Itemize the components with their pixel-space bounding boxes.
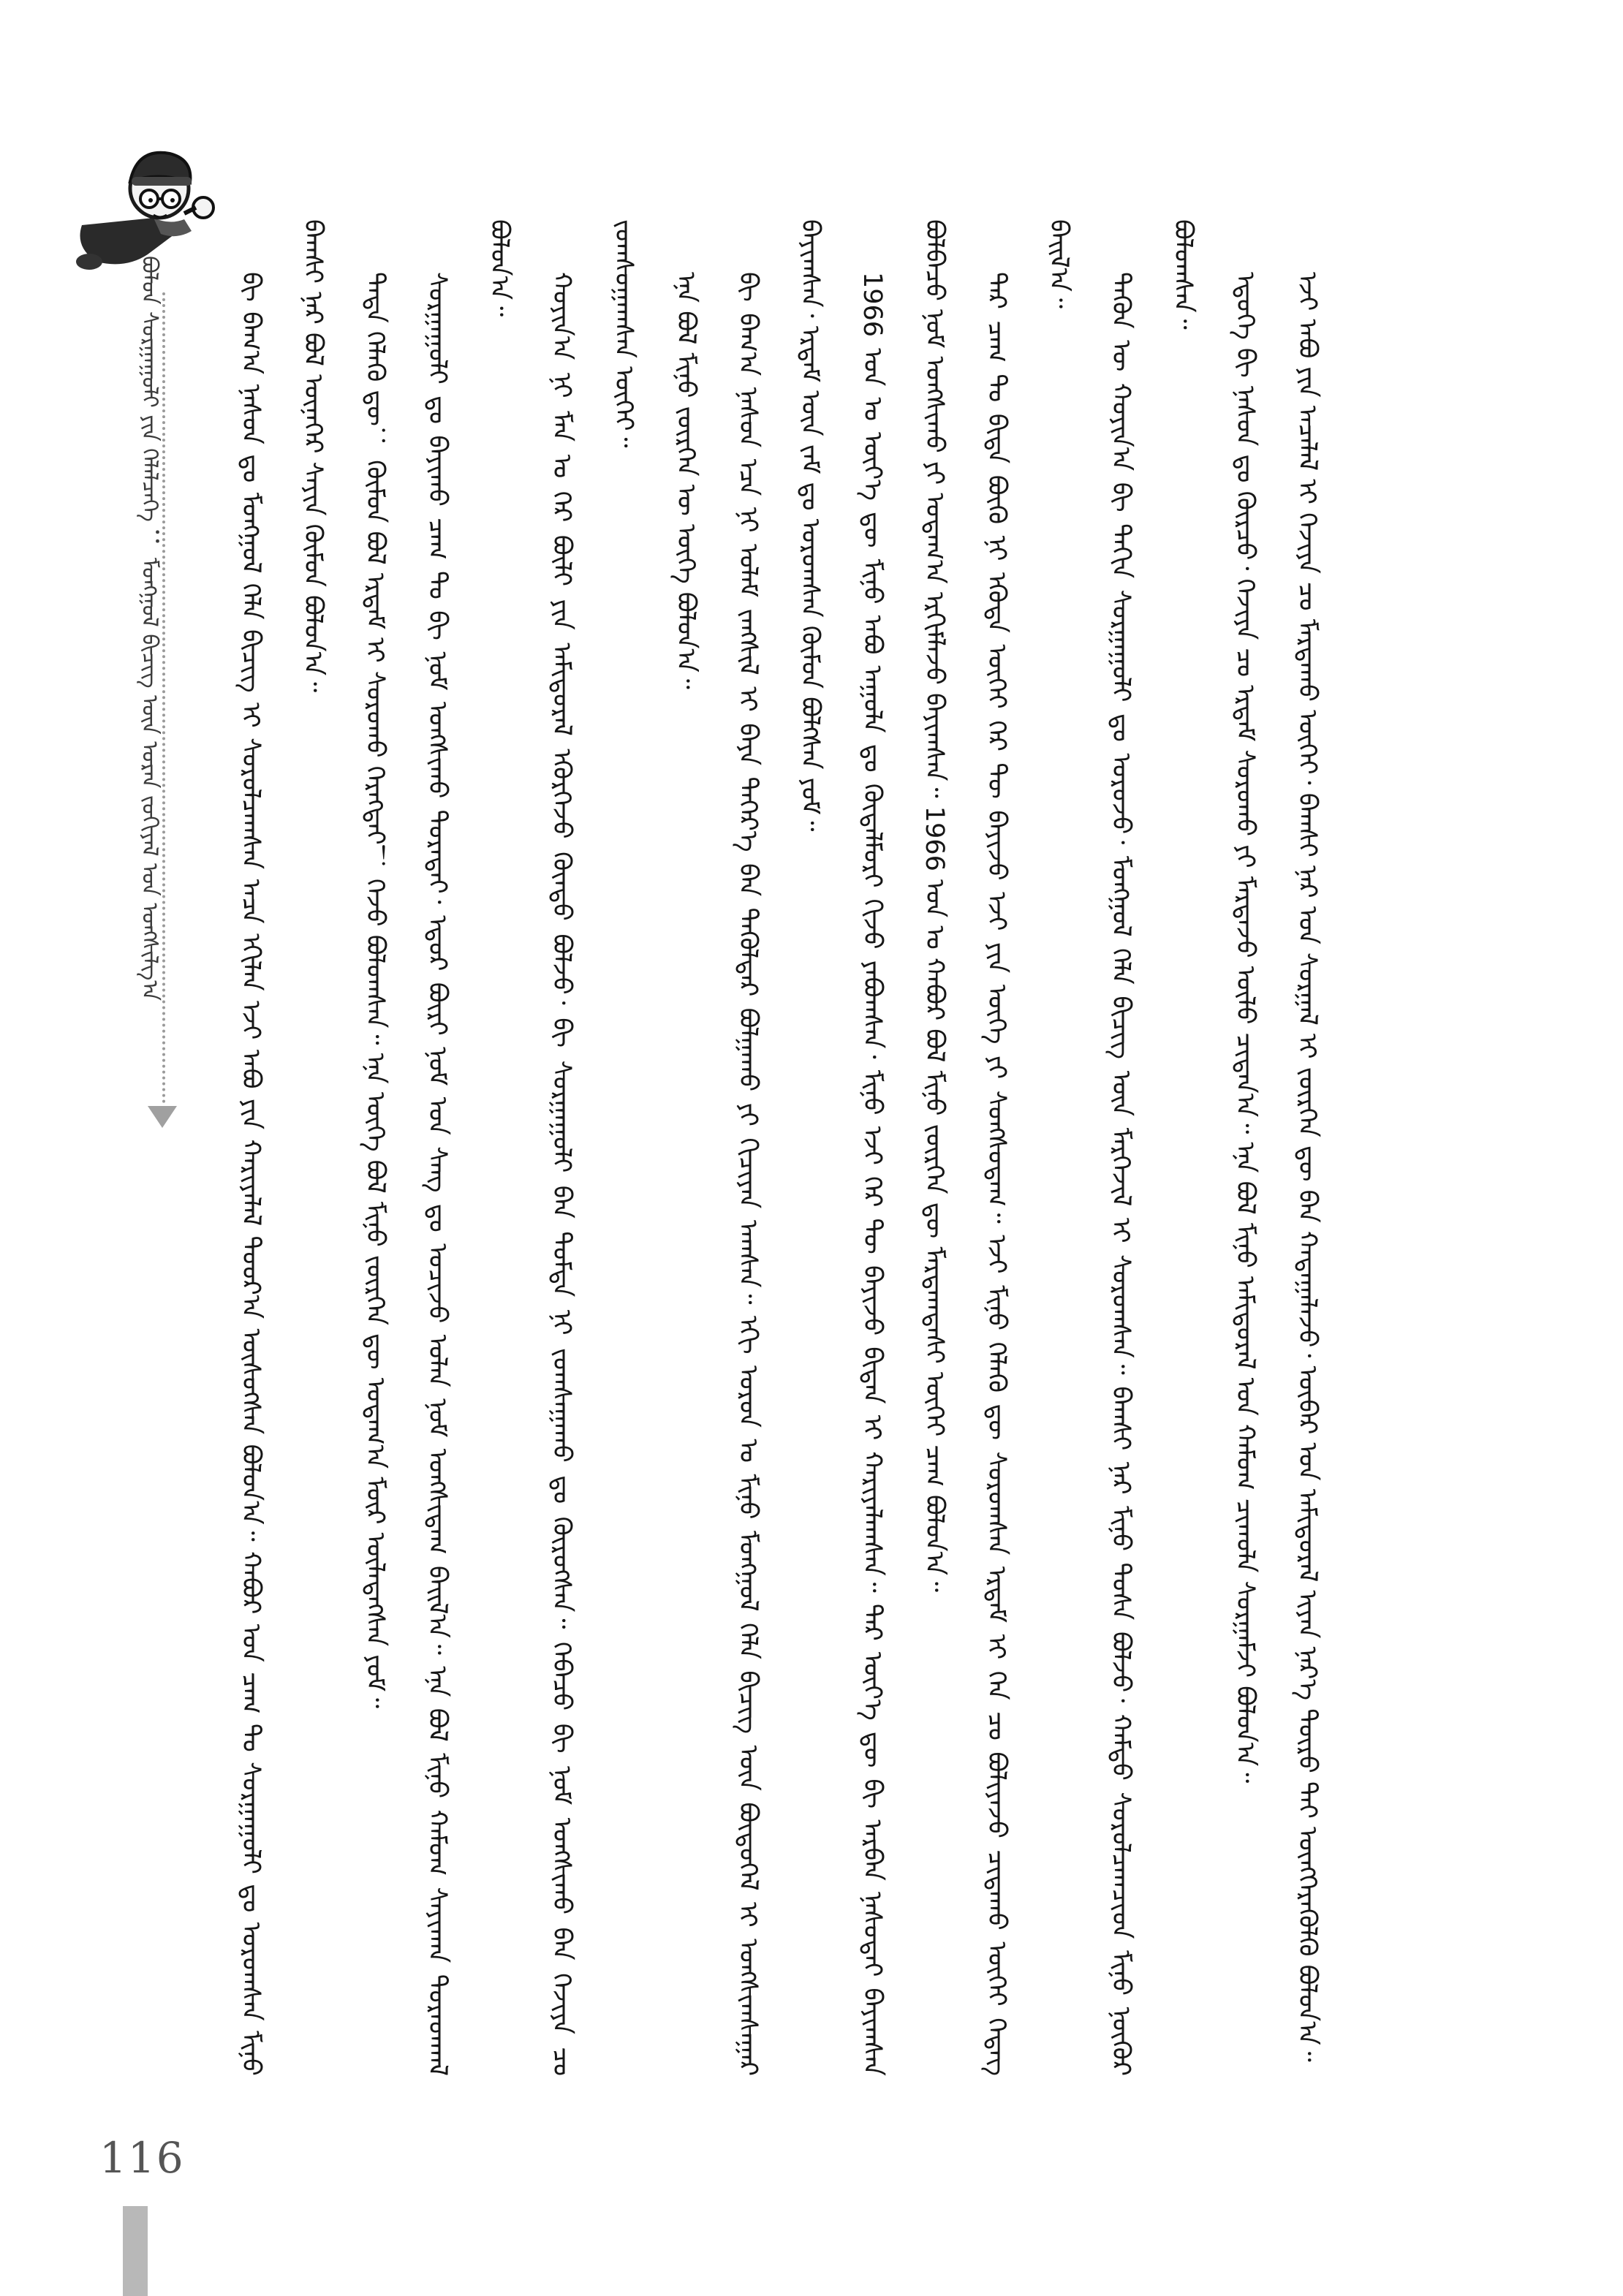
running-header-subtitle: ᠮᠣᠩᠭᠣᠯ ᠪᠢᠴᠢᠭ ᠦᠨ ᠤᠷᠠᠨ ᠵᠣᠬᠢᠶᠠᠯ ᠤᠨ ᠤᠩᠰᠢᠯᠭ᠎ᠠ <box>137 557 162 1001</box>
paragraph: ᠲᠡᠭᠦᠨ ᠦ ᠬᠣᠶᠢᠨ᠎ᠠ ᠪᠢ ᠳᠠᠬᠢᠨ ᠰᠤᠷᠭᠠᠭᠤᠯᠢ ᠳᠤ ᠣᠷᠤᠵᠤ᠂ ᠮᠣᠩᠭᠣᠯ ᠬᠡᠯᠡ ᠪᠢᠴᠢᠭ ᠦᠨ ᠮᠡᠷᠭᠡᠵᠢᠯ ᠢ ᠰᠤᠷᠤᠭᠰᠠᠨ᠃ ᠪᠠᠭᠰᠢ ᠨᠠᠷ ᠮᠢᠨᠦ ᠲᠤᠰᠠ ᠪᠣᠯᠵᠤ᠂ ᠬᠠᠮᠲᠤ ᠰᠤᠷᠤᠯᠴᠠᠭᠴᠢᠳ ᠮᠢᠨᠦ ᠨᠥᠬᠦᠷ ᠪᠣᠯᠤᠭᠰᠠᠨ᠃ <box>1106 219 1198 2076</box>
page-edge-tab <box>123 2206 148 2296</box>
paragraph: ᠬᠣᠶᠢᠨ᠎ᠠ ᠨᠢ ᠮᠠᠨ ᠤ ᠭᠡᠷ ᠪᠦᠯᠢ ᠶᠢᠨ ᠠᠮᠢᠳᠤᠷᠠᠯ ᠡᠭᠦᠷᠭᠡᠵᠦ ᠬᠦᠨᠳᠦ ᠪᠣᠯᠵᠤ᠂ ᠪᠢ ᠰᠤᠷᠭᠠᠭᠤᠯᠢ ᠪᠠᠨ ᠳᠤᠮᠳᠠ ᠨᠢ ᠵᠣᠭᠰᠠᠭᠠᠬᠤ ᠳᠤ ᠬᠦᠷᠦᠭᠰᠡᠨ᠃ ᠭᠡᠪᠡᠴᠦ ᠪᠢ ᠨᠣᠮ ᠤᠩᠰᠢᠬᠤ ᠪᠠᠨ ᠬᠡᠵᠢᠶᠡ ᠴᠤ ᠵᠣᠭᠰᠣᠭᠠᠭᠰᠠᠨ ᠦᠭᠡᠢ᠃ <box>547 219 638 2076</box>
body-text <box>219 219 1462 2076</box>
paragraph: ᠡᠵᠢ ᠠᠪᠤ ᠶᠢᠨ ᠠᠴᠠᠯᠠᠯ ᠢ ᠬᠡᠵᠢᠶᠡ ᠴᠤ ᠮᠠᠷᠲᠠᠬᠤ ᠦᠭᠡᠢ᠂ ᠪᠠᠭᠰᠢ ᠨᠠᠷ ᠤᠨ ᠰᠤᠷᠭᠠᠯ ᠢ ᠵᠦᠷᠬᠡᠨ ᠳᠦ ᠪᠡᠨ ᠬᠠᠳᠠᠭᠠᠯᠠᠵᠤ᠂ ᠥᠪᠡᠷ ᠤᠨ ᠠᠮᠢᠳᠤᠷᠠᠯ ᠢᠶᠠᠨ ᠨᠡᠷ᠎ᠡ ᠲᠥᠷᠦ ᠲᠠᠢ ᠥᠩᠭᠡᠷᠡᠭᠦᠯᠬᠦ ᠪᠣᠯᠤᠨ᠎ᠠ᠃ <box>1293 272 1322 2062</box>
paragraph: ᠡᠳᠦᠭᠡ ᠪᠢ ᠨᠠᠰᠤᠨ ᠳᠤ ᠬᠦᠷᠴᠦ᠂ ᠬᠡᠵᠢᠶᠡ ᠴᠤ ᠡᠷᠳᠡᠮ ᠰᠤᠷᠤᠬᠤ ᠶᠢ ᠮᠠᠷᠲᠠᠵᠤ ᠦᠯᠦ ᠴᠢᠳᠠᠨ᠎ᠠ᠃ ᠡᠨᠡ ᠪᠣᠯ ᠮᠢᠨᠦ ᠠᠮᠢᠳᠤᠷᠠᠯ ᠤᠨ ᠬᠠᠮᠤᠭ ᠴᠢᠬᠤᠯᠠ ᠰᠤᠷᠭᠠᠮᠵᠢ ᠪᠣᠯᠤᠨ᠎ᠠ᠃ <box>1230 272 1260 1784</box>
paragraph: ᠰᠤᠷᠭᠠᠭᠤᠯᠢ ᠳᠤ ᠪᠠᠶᠢᠬᠤ ᠴᠠᠭ ᠲᠤ ᠪᠢ ᠨᠣᠮ ᠤᠩᠰᠢᠬᠤ ᠳᠤᠷᠠᠲᠠᠢ᠂ ᠡᠳᠦᠷ ᠪᠦᠷᠢ ᠨᠣᠮ ᠤᠨ ᠰᠠᠩ ᠳᠤ ᠣᠴᠢᠵᠤ ᠣᠯᠠᠨ ᠨᠣᠮ ᠤᠩᠰᠢᠳᠠᠭ ᠪᠠᠢᠯ᠎ᠠ᠃ ᠡᠨᠡ ᠪᠣᠯ ᠮᠢᠨᠦ ᠬᠠᠮᠤᠭ ᠰᠠᠶᠢᠬᠠᠨ ᠳᠤᠷᠠᠳᠬᠠᠯ ᠪᠣᠯᠤᠨ᠎ᠠ᠃ <box>423 219 514 2076</box>
page-number: 116 <box>99 2133 185 2183</box>
paragraph: ᠲᠡᠳᠡ ᠬᠡᠯᠡᠬᠦ ᠳᠦ： ᠬᠦᠮᠦᠨ ᠪᠣᠯ ᠡᠷᠳᠡᠮ ᠢ ᠰᠤᠷᠤᠬᠤ ᠬᠡᠷᠡᠭᠲᠡᠢ！ ᠭᠡᠵᠦ ᠪᠣᠯᠤᠭᠰᠠᠨ᠃ ᠡᠨᠡ ᠦᠭᠡ ᠪᠣᠯ ᠮᠢᠨᠦ ᠵᠦᠷᠬᠡᠨ ᠳᠦ ᠤᠳᠠᠭ᠎ᠠ ᠮᠥᠷ ᠦᠯᠡᠳᠡᠭᠰᠡᠨ ᠶᠤᠮ᠃ <box>360 272 390 1709</box>
running-header-title: ᠪᠣᠯᠤᠨ ᠰᠤᠷᠭᠠᠭᠤᠯᠢ ᠶᠢᠨ ᠬᠡᠯᠡᠯᠴᠡᠭᠡ <box>137 256 162 522</box>
paragraph: ᠪᠢ ᠪᠠᠭ᠎ᠠ ᠨᠠᠰᠤᠨ ᠳᠤ ᠮᠣᠩᠭᠣᠯ ᠬᠡᠯᠡ ᠪᠢᠴᠢᠭ ᠢ ᠰᠤᠷᠤᠯᠴᠠᠭᠰᠠᠨ ᠠᠴᠠ ᠡᠬᠢᠯᠡᠨ ᠡᠵᠢ ᠠᠪᠤ ᠶᠢᠨ ᠬᠠᠷᠢᠶᠠᠯᠠᠯ ᠳᠣᠣᠷ᠎ᠠ ᠥᠰᠦᠭᠰᠡᠨ ᠪᠣᠯᠤᠨ᠎ᠠ᠃ ᠬᠠᠪᠤᠷ ᠤᠨ ᠴᠠᠭ ᠲᠤ ᠰᠤᠷᠭᠠᠭᠤᠯᠢ ᠳᠤ ᠣᠷᠤᠭᠰᠠᠨ ᠮᠢᠨᠦ ᠪᠠᠭᠰᠢ ᠨᠠᠷ ᠪᠣᠯ ᠦᠨᠡᠬᠡᠷ ᠰᠠᠶᠢᠨ ᠬᠦᠮᠦᠨ ᠪᠣᠯᠤᠨ᠎ᠠ᠃ <box>236 219 328 2076</box>
paragraph: ᠪᠢ ᠪᠠᠭ᠎ᠠ ᠨᠠᠰᠤᠨ ᠡᠴᠡ ᠨᠢ ᠤᠯᠠᠮ ᠵᠠᠩᠰᠢᠯ ᠢ ᠪᠡᠶᠡ ᠳᠡᠭᠡᠷ᠎ᠡ ᠪᠡᠨ ᠲᠡᠭᠦᠯᠳᠡᠷ ᠪᠣᠯᠭᠠᠬᠤ ᠶᠢ ᠬᠢᠴᠢᠶᠡᠨ ᠠᠭᠰᠠᠨ᠃ ᠡᠬᠢ ᠣᠷᠣᠨ ᠤ ᠮᠢᠨᠦ ᠮᠣᠩᠭᠣᠯ ᠬᠡᠯᠡ ᠪᠢᠴᠢᠭ ᠦᠨ ᠪᠦᠲᠦᠭᠡᠯ ᠢ ᠤᠩᠰᠢᠭᠰᠠᠭᠠᠷ ᠪᠠᠶᠢᠭᠰᠠᠨ᠂ ᠡᠷᠳᠡᠮ ᠦᠨ ᠵᠠᠮ ᠳᠤ ᠣᠷᠤᠭᠰᠠᠨ ᠬᠦᠮᠦᠨ ᠪᠣᠯᠭᠰᠠᠨ ᠶᠤᠮ᠃ <box>733 219 825 2076</box>
header-triangle-marker <box>148 1106 177 1128</box>
running-header-separator: ： <box>137 528 162 551</box>
header-dotted-rule <box>162 292 165 1104</box>
paragraph: 1966 ᠣᠨ ᠤ ᠦᠶ᠎ᠡ ᠳᠦ ᠮᠢᠨᠦ ᠠᠪᠤ ᠠᠭᠤᠯᠠ ᠳᠤ ᠬᠦᠳᠡᠯᠮᠦᠷᠢ ᠬᠢᠵᠦ ᠶᠠᠪᠤᠭᠰᠠᠨ᠂ ᠮᠢᠨᠦ ᠡᠵᠢ ᠭᠡᠷ ᠲᠦ ᠪᠠᠶᠢᠵᠤ ᠪᠢᠳᠡᠨ ᠢ ᠬᠠᠷᠢᠶᠠᠯᠠᠭᠰᠠᠨ᠃ ᠲᠡᠷ ᠦᠶ᠎ᠡ ᠳᠦ ᠪᠢ ᠠᠷᠪᠠᠨ ᠨᠠᠰᠤᠲᠠᠢ ᠪᠠᠶᠢᠭᠰᠠᠨ ᠪᠣᠯᠪᠠᠴᠤ ᠨᠣᠮ ᠤᠩᠰᠢᠬᠤ ᠶᠢ ᠤᠳᠠᠭ᠎ᠠ ᠡᠷᠬᠢᠮᠯᠡᠵᠦ ᠪᠠᠶᠢᠭᠰᠠᠨ᠃ 1966 ᠣᠨ ᠤ ᠬᠠᠪᠤᠷ ᠪᠣᠯ ᠮᠢᠨᠦ ᠵᠦᠷᠬᠡᠨ ᠳᠦ ᠮᠠᠷᠲᠠᠭᠳᠠᠰᠢ ᠦᠭᠡᠢ ᠴᠠᠭ ᠪᠣᠯᠤᠨ᠎ᠠ᠃ <box>858 219 949 2076</box>
paragraph: ᠲᠡᠷ ᠴᠠᠭ ᠲᠤ ᠪᠢᠳᠡ ᠪᠦᠬᠦ ᠨᠢ ᠡᠭᠦᠳᠡ ᠦᠭᠡᠢ ᠭᠡᠷ ᠲᠦ ᠪᠠᠶᠢᠵᠤ ᠡᠵᠢ ᠶᠢᠨ ᠦᠭᠡ ᠶᠢ ᠰᠣᠩᠰᠣᠳᠠᠭ᠃ ᠡᠵᠢ ᠮᠢᠨᠦ ᠬᠡᠯᠡᠬᠦ ᠳᠦ ᠰᠤᠷᠤᠭᠰᠠᠨ ᠡᠷᠳᠡᠮ ᠢ ᠬᠡᠨ ᠴᠤ ᠪᠤᠯᠢᠶᠠᠵᠤ ᠴᠢᠳᠠᠬᠤ ᠦᠭᠡᠢ ᠭᠡᠳᠡᠭ ᠪᠠᠢᠯ᠎ᠠ᠃ <box>982 219 1073 2076</box>
paragraph: ᠡᠨᠡ ᠪᠣᠯ ᠮᠢᠨᠦ ᠵᠦᠷᠬᠡᠨ ᠦ ᠦᠭᠡ ᠪᠣᠯᠤᠨ᠎ᠠ᠃ <box>671 272 700 689</box>
